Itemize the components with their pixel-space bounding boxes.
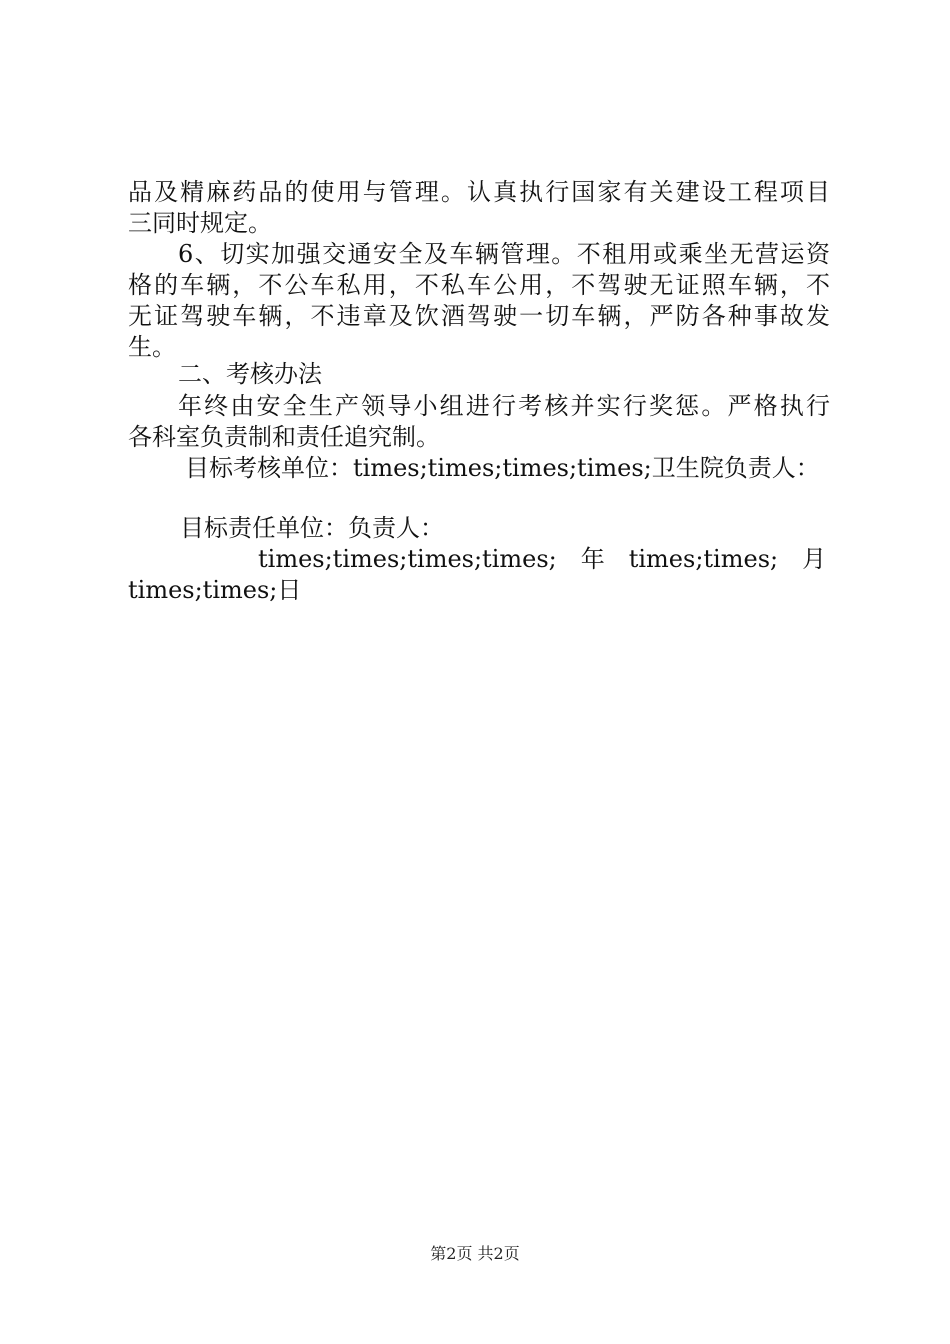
body-text-line: 格的车辆，不公车私用，不私车公用，不驾驶无证照车辆，不 (128, 271, 830, 299)
body-text-line: 无证驾驶车辆，不违章及饮酒驾驶一切车辆，严防各种事故发 (128, 302, 830, 330)
responsibility-unit-line: 目标责任单位：负责人： (180, 514, 444, 542)
page-footer: 第2页 共2页 (430, 1244, 520, 1263)
body-text-line: 各科室负责制和责任追究制。 (128, 423, 440, 451)
body-text-line: 年终由安全生产领导小组进行考核并实行奖惩。严格执行 (178, 392, 830, 420)
body-text-line: 三同时规定。 (128, 209, 272, 237)
assessment-unit-line: 目标考核单位：times;times;times;times;卫生院负责人： (185, 454, 820, 482)
body-text-line: 生。 (128, 333, 176, 361)
body-text-line: 品及精麻药品的使用与管理。认真执行国家有关建设工程项目 (128, 178, 830, 206)
date-line: times;times;日 (128, 576, 302, 604)
section-heading: 二、考核办法 (178, 360, 322, 388)
date-line: times;times;times;times; 年 times;times; 月 (258, 545, 827, 573)
body-text-line: 6、切实加强交通安全及车辆管理。不租用或乘坐无营运资 (178, 240, 830, 268)
